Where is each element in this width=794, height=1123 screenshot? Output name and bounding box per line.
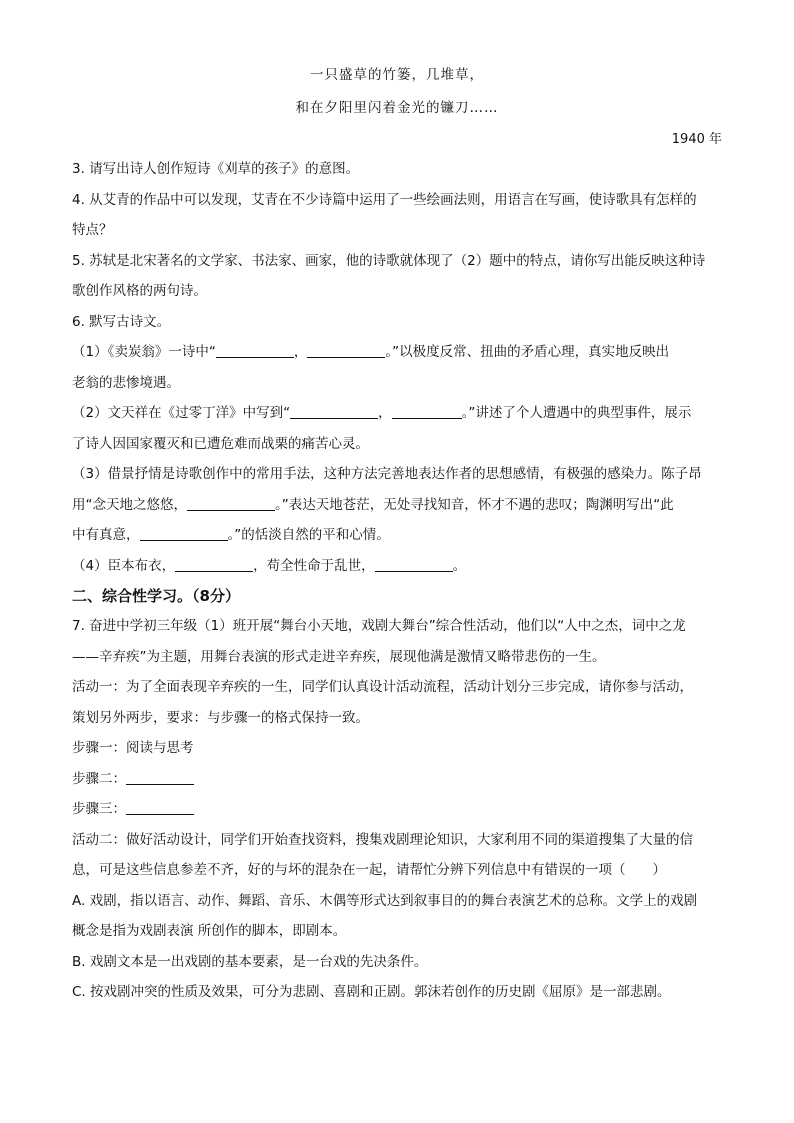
step-3 [72, 794, 722, 825]
answer-blank[interactable] [216, 343, 294, 358]
question-6-3-line-3 [72, 520, 722, 551]
question-5-line-2: 歌创作风格的两句诗。 [72, 283, 207, 299]
question-4-line-2: 特点？ [72, 222, 113, 238]
option-b: B. 戏剧文本是一出戏剧的基本要素，是一台戏的先决条件。 [72, 953, 428, 970]
option-a-line-2: 概念是指为戏剧表演 所创作的脚本，即剧本。 [72, 923, 347, 939]
poem-year: 1940 年 [671, 132, 722, 147]
q6-1-text-mid: ， [293, 344, 308, 360]
activity-2-line-2: 息，可是这些信息参差不齐，好的与坏的混杂在一起，请帮忙分辨下列信息中有错误的一项（ ） [72, 862, 666, 878]
question-5-line-1: 5. 苏轼是北宋著名的文学家、书法家、画家，他的诗歌就体现了（2）题中的特点，请你写出能反映这种诗 [72, 252, 706, 269]
q6-1-text-post: 。”以极度反常、扭曲的矛盾心理，真实地反映出 [385, 344, 670, 360]
answer-blank[interactable] [126, 800, 194, 815]
activity-1-line-2: 策划另外两步，要求：与步骤一的格式保持一致。 [72, 709, 369, 726]
document-page [72, 60, 722, 1008]
question-4-line-1: 4. 从艾青的作品中可以发现，艾青在不少诗篇中运用了一些绘画法则，用语言在写画，使诗歌具有怎样的 [72, 191, 697, 208]
step-1: 步骤一：阅读与思考 [72, 740, 194, 756]
question-7-line-1: 7. 奋进中学初三年级（1）班开展“舞台小天地，戏剧大舞台”综合性活动，他们以“人中之杰，词中之龙 [72, 618, 686, 634]
activity-1-line-1: 活动一：为了全面表现辛弃疾的一生，同学们认真设计活动流程，活动计划分三步完成，请你参与活动， [72, 679, 693, 695]
activity-2-line-1: 活动二：做好活动设计，同学们开始查找资料，搜集戏剧理论知识，大家利用不同的渠道搜集了大量的信 [72, 831, 693, 848]
question-6-3-line-1: （3）借景抒情是诗歌创作中的常用手法，这种方法完善地表达作者的思想感情，有极强的感染力。陈子昂 [72, 466, 702, 482]
question-6-4 [72, 551, 722, 582]
q6-1-text-pre: （1）《卖炭翁》一诗中“ [72, 344, 216, 360]
question-6-2-line-1 [72, 398, 722, 429]
question-3: 3. 请写出诗人创作短诗《刈草的孩子》的意图。 [72, 161, 360, 177]
answer-blank[interactable] [187, 496, 275, 511]
question-6-3-line-2 [72, 490, 722, 521]
option-c: C. 按戏剧冲突的性质及效果，可分为悲剧、喜剧和正剧。郭沫若创作的历史剧《屈原》是一部悲剧。 [72, 984, 671, 1000]
question-6-2-line-2: 了诗人因国家覆灭和已遭危难而战栗的痛苦心灵。 [72, 435, 369, 452]
q6-2-text-mid: ， [378, 405, 392, 421]
step-2-label: 步骤二： [72, 770, 126, 787]
step-3-label: 步骤三： [72, 801, 126, 817]
q6-4-text-mid: ，苟全性命于乱世， [253, 557, 375, 574]
question-7-line-2: ——辛弃疾”为主题，用舞台表演的形式走进辛弃疾，展现他满是激情又略带悲伤的一生。 [72, 648, 606, 665]
option-a-line-1: A. 戏剧，指以语言、动作、舞蹈、音乐、木偶等形式达到叙事目的的舞台表演艺术的总称。文学上的戏剧 [72, 892, 698, 909]
answer-blank[interactable] [290, 404, 378, 419]
q6-3-text-pre: 用“念天地之悠悠， [72, 496, 187, 513]
q6-4-text-post: 。 [452, 557, 467, 574]
question-6-1-line-1 [72, 337, 722, 368]
answer-blank[interactable] [140, 526, 228, 541]
q6-4-text-pre: （4）臣本布衣， [72, 557, 176, 574]
q6-3c-text-post: 。”的恬淡自然的平和心情。 [227, 527, 390, 543]
question-6-1-line-2: 老翁的悲惨境遇。 [72, 374, 180, 391]
poem-line-2: 和在夕阳里闪着金光的镰刀…… [295, 100, 499, 116]
poem-line-1: 一只盛草的竹篓，几堆草， [310, 67, 484, 83]
q6-2-text-post: 。”讲述了个人遭遇中的典型事件，展示 [461, 405, 692, 421]
answer-blank[interactable] [307, 343, 385, 358]
step-2 [72, 764, 722, 795]
answer-blank[interactable] [375, 557, 453, 572]
q6-3c-text-pre: 中有真意， [72, 527, 140, 543]
answer-blank[interactable] [126, 770, 194, 785]
answer-blank[interactable] [392, 404, 462, 419]
section-2-heading: 二、综合性学习。（8分） [72, 587, 240, 605]
question-6: 6. 默写古诗文。 [72, 313, 171, 330]
q6-3-text-post: 。”表达天地苍茫，无处寻找知音，怀才不遇的悲叹；陶渊明写出“此 [275, 496, 674, 513]
q6-2-text-pre: （2）文天祥在《过零丁洋》中写到“ [72, 405, 291, 421]
answer-blank[interactable] [175, 557, 253, 572]
